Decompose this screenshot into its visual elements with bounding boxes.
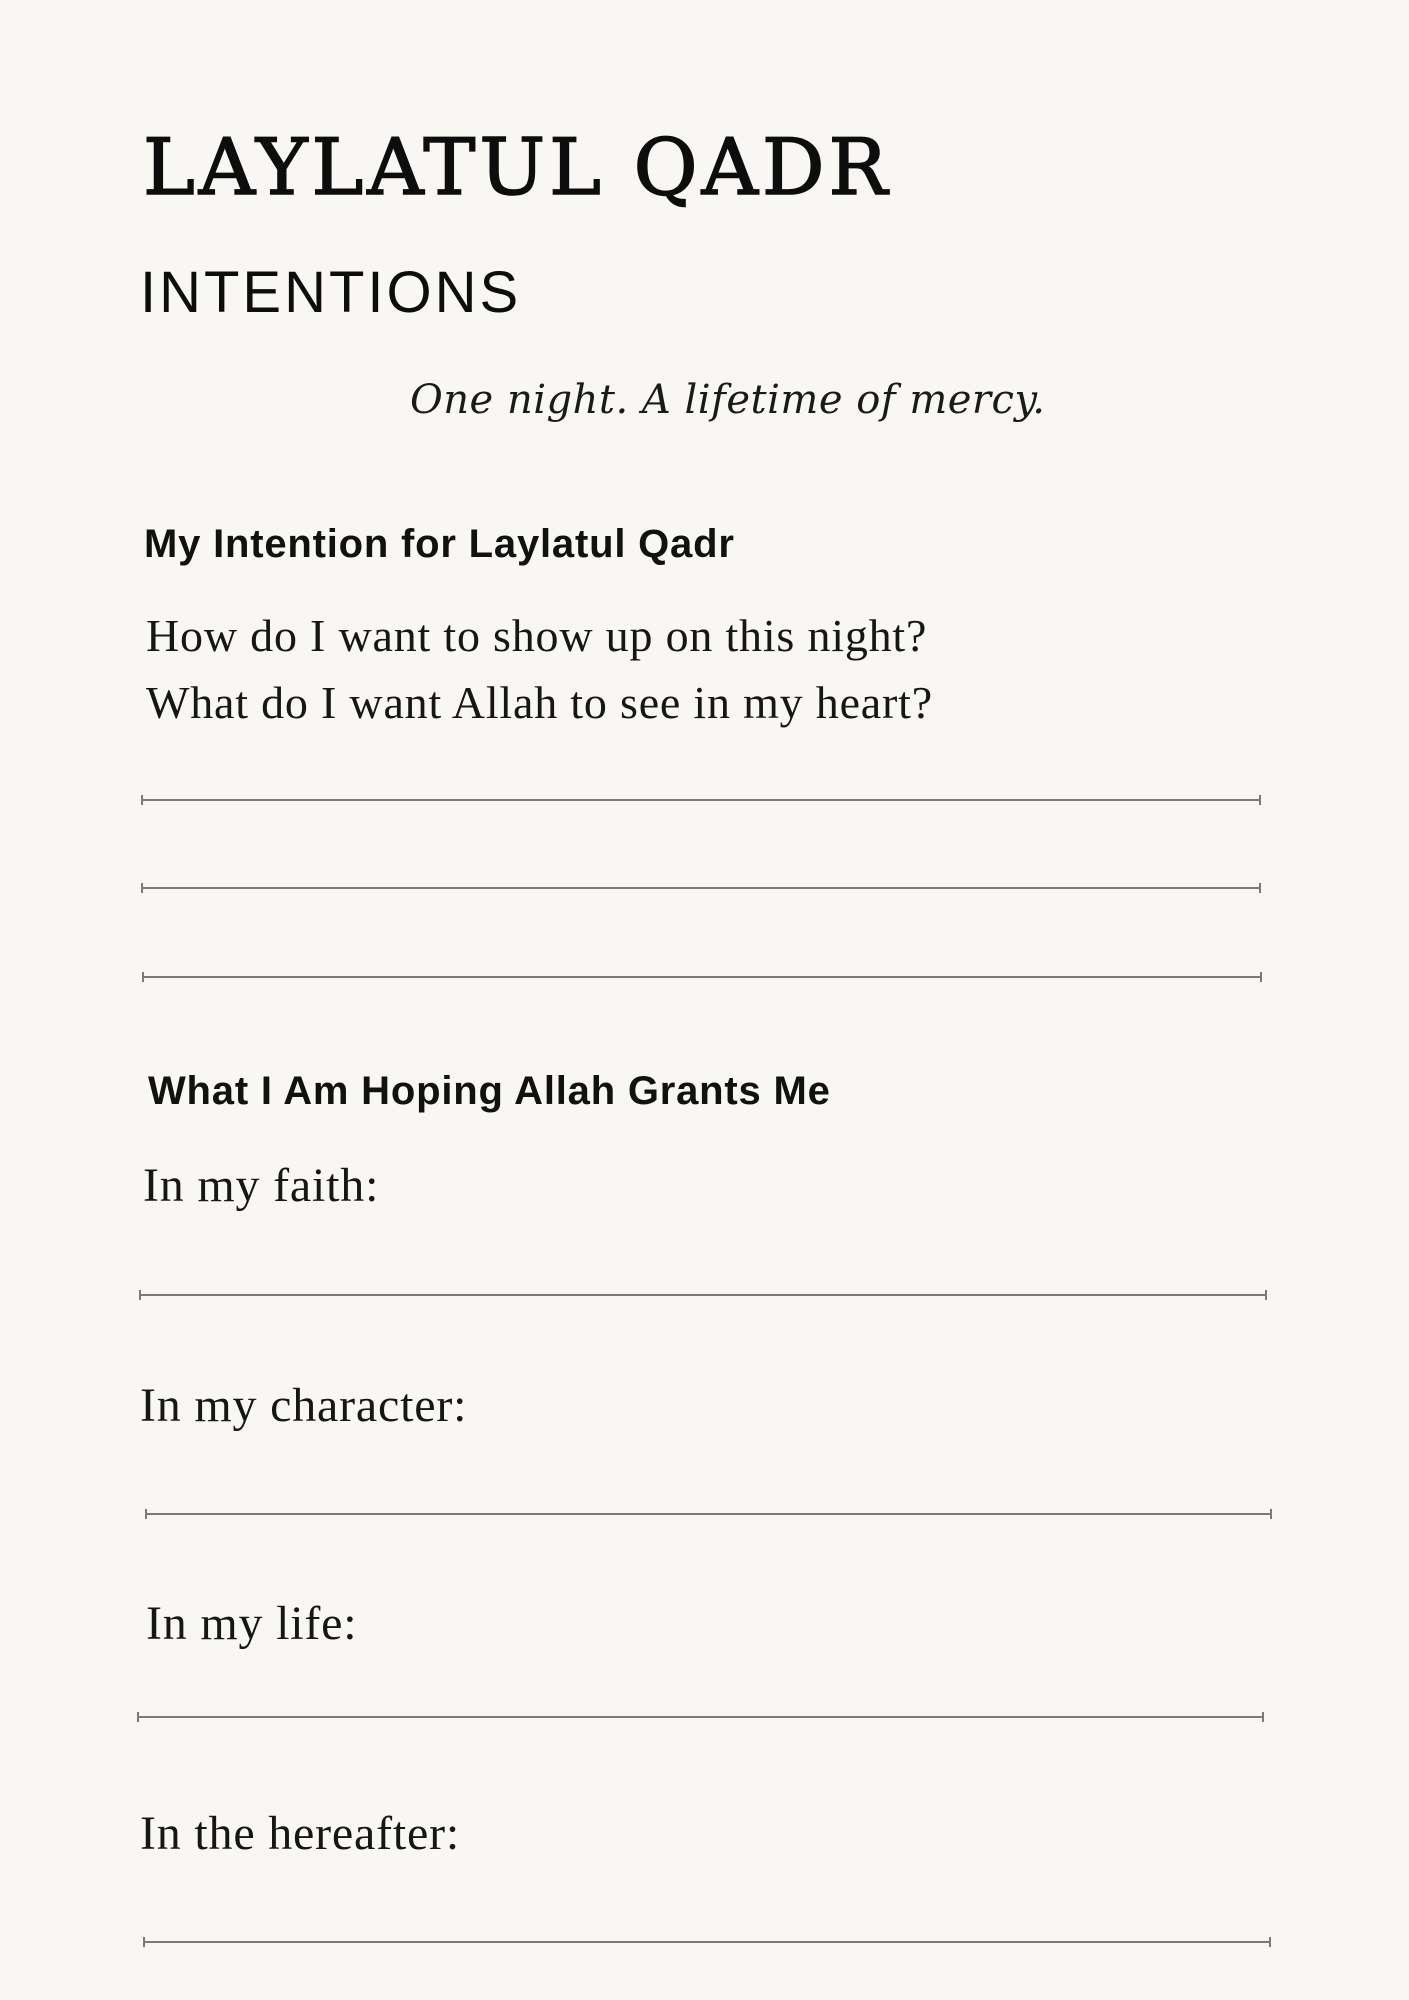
writing-line[interactable] — [142, 976, 1262, 978]
intention-prompt: What do I want Allah to see in my heart? — [146, 677, 933, 728]
tagline: One night. A lifetime of mercy. — [410, 377, 1046, 423]
hopes-heading: What I Am Hoping Allah Grants Me — [148, 1069, 831, 1113]
intention-prompt: How do I want to show up on this night? — [146, 610, 928, 661]
writing-line[interactable] — [141, 799, 1261, 801]
faith-label: In my faith: — [143, 1159, 380, 1212]
life-label: In my life: — [146, 1597, 358, 1650]
page-subtitle: INTENTIONS — [140, 260, 522, 325]
faith-writing-line[interactable] — [139, 1294, 1267, 1296]
writing-line[interactable] — [141, 887, 1261, 889]
hereafter-writing-line[interactable] — [143, 1941, 1271, 1943]
page-title: LAYLATUL QADR — [143, 123, 892, 213]
character-label: In my character: — [140, 1379, 468, 1432]
intention-heading: My Intention for Laylatul Qadr — [144, 522, 735, 566]
character-writing-line[interactable] — [145, 1513, 1272, 1515]
hereafter-label: In the hereafter: — [140, 1807, 461, 1860]
life-writing-line[interactable] — [137, 1716, 1264, 1718]
